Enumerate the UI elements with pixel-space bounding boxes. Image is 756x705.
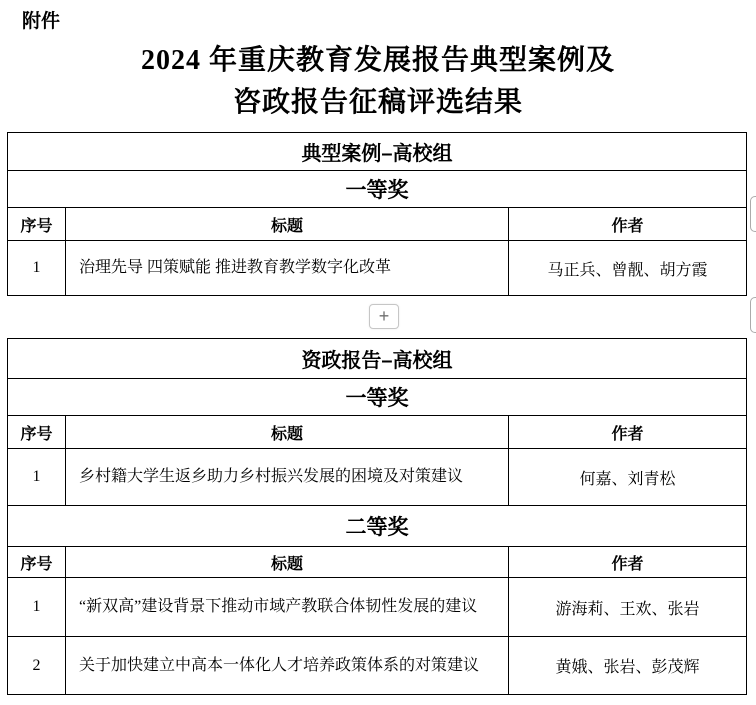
page-title-line1: 2024 年重庆教育发展报告典型案例及 (140, 45, 615, 76)
column-header-no: 序号 (8, 416, 66, 449)
table-row (8, 578, 747, 637)
row-number: 1 (8, 241, 66, 296)
prize-header-first: 一等奖 (8, 171, 747, 208)
table-typical-cases (7, 132, 747, 296)
table-advisory-report (7, 338, 747, 695)
column-header-title: 标题 (66, 208, 509, 241)
table-group-title: 典型案例–高校组 (8, 133, 747, 171)
prize-header-first: 一等奖 (8, 379, 747, 416)
page-title-line2: 咨政报告征稿评选结果 (232, 87, 523, 118)
row-title: 乡村籍大学生返乡助力乡村振兴发展的困境及对策建议 (66, 449, 509, 506)
row-title: “新双高”建设背景下推动市域产教联合体韧性发展的建议 (66, 578, 509, 637)
table-row (8, 449, 747, 506)
column-header-title: 标题 (66, 416, 509, 449)
edge-floating-button[interactable] (750, 297, 756, 333)
insert-table-plus-button[interactable]: + (369, 304, 399, 329)
table-row (8, 637, 747, 695)
row-authors: 黄娥、张岩、彭茂辉 (509, 637, 747, 695)
row-authors: 何嘉、刘青松 (509, 449, 747, 506)
column-header-no: 序号 (8, 208, 66, 241)
prize-header-second: 二等奖 (8, 506, 747, 547)
column-header-title: 标题 (66, 547, 509, 578)
column-header-authors: 作者 (509, 416, 747, 449)
page-title (0, 40, 756, 124)
table-row (8, 241, 747, 296)
edge-floating-button[interactable] (750, 196, 756, 232)
row-title: 关于加快建立中高本一体化人才培养政策体系的对策建议 (66, 637, 509, 695)
row-title: 治理先导 四策赋能 推进教育教学数字化改革 (66, 241, 509, 296)
attachment-label: 附件 (22, 11, 61, 32)
column-header-authors: 作者 (509, 547, 747, 578)
row-number: 1 (8, 578, 66, 637)
row-authors: 马正兵、曾靓、胡方霞 (509, 241, 747, 296)
column-header-no: 序号 (8, 547, 66, 578)
table-group-title: 资政报告–高校组 (8, 339, 747, 379)
column-header-authors: 作者 (509, 208, 747, 241)
row-authors: 游海莉、王欢、张岩 (509, 578, 747, 637)
row-number: 2 (8, 637, 66, 695)
row-number: 1 (8, 449, 66, 506)
